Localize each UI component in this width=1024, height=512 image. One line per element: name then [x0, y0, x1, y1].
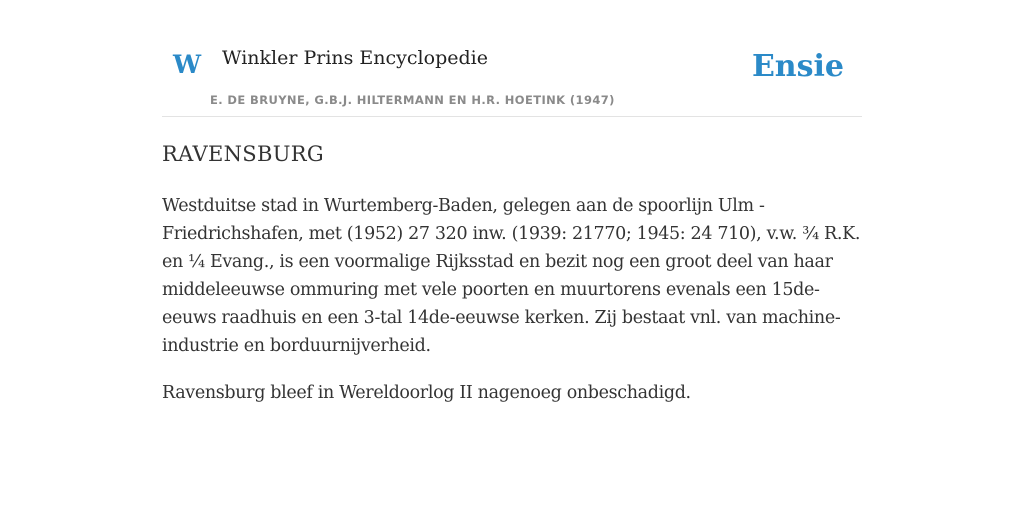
entry-paragraph: Westduitse stad in Wurtemberg-Baden, gelegen aan de spoorlijn Ulm - Friedrichshafen, met (1952) 27 320 inw. (1939: 21770; 1945: 24 710), v.w. ¾ R.K. en ¼ Evang., is een voormalige Rijksstad en bezit nog een groot deel van haar middeleeuwse ommuring met vele poorten en muurtorens evenals een 15de-eeuws raadhuis en een 3-tal 14de-eeuwse kerken. Zij bestaat vnl. van machine-industrie en borduurnijverheid.	[162, 196, 861, 356]
publication-title[interactable]: Winkler Prins Encyclopedie	[222, 47, 488, 69]
ensie-logo[interactable]: Ensie	[751, 49, 844, 84]
entry-title: RAVENSBURG	[162, 142, 324, 166]
page	[162, 0, 862, 403]
publication-logo[interactable]: W	[173, 50, 202, 79]
entry-body	[162, 192, 862, 426]
publication-header	[162, 0, 862, 117]
entry-paragraph: Ravensburg bleef in Wereldoorlog II nagenoeg onbeschadigd.	[162, 383, 691, 403]
publication-authors: E. DE BRUYNE, G.B.J. HILTERMANN EN H.R. HOETINK (1947)	[210, 93, 615, 107]
